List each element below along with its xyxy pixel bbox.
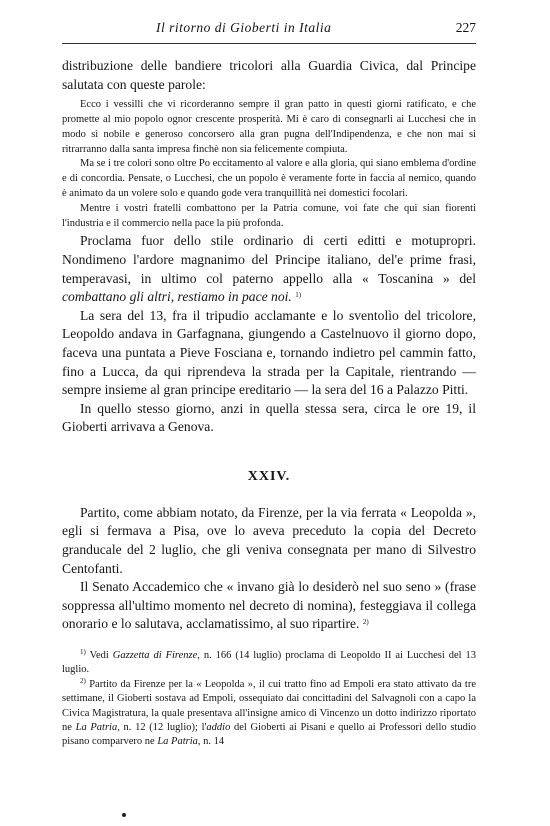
paragraph-giorno: In quello stesso giorno, anzi in quella stessa sera, circa le ore 19, il Gioberti arrivava a Genova. (62, 400, 476, 435)
footnote-2-italic-2: addio (206, 722, 231, 734)
footnotes (62, 649, 476, 750)
footnote-ref-1[interactable]: 1) (295, 291, 302, 300)
footnote-2-italic-1: La Patria (75, 722, 118, 734)
chapter-heading: XXIV. (247, 468, 291, 484)
footnote-1-italic: Gazzetta di Firenze (112, 650, 198, 662)
footnote-2-text-c: del Gioberti ai Pisani e quello ai Professori dello studio pisano comparvero ne (62, 722, 476, 748)
footnote-1-mark: 1) (80, 648, 86, 657)
footnote-2 (62, 678, 476, 750)
footnote-1-post: , n. 166 (14 luglio) proclama di Leopoldo II ai Lucchesi del 13 luglio. (62, 650, 477, 676)
paragraph-partito: Partito, come abbiam notato, da Firenze, per la via ferrata « Leopolda », egli si fermava a Pisa, ove lo aveva preceduto la copia del Decreto granducale del 2 luglio, che gli veniva consegnata per mano di Silvestro Centofanti. (62, 504, 476, 576)
footnote-1-pre: Vedi (89, 650, 113, 662)
page-number: 227 (455, 20, 476, 35)
footnote-2-text-b: , n. 12 (12 luglio); l' (117, 722, 207, 734)
footnote-2-text-a: Partito da Firenze per la « Leopolda », il cui tratto fino ad Empoli era stato attivato da tre settimane, il Gioberti sostava ad Empoli, ossequiato dai concittadini del Salvagnoli con a capo la Civica Magistratura, la quale presentava all'insigne amico di Vincenzo un dotto indirizzo riportato ne (62, 678, 477, 734)
quote-paragraph: Mentre i vostri fratelli combattono per la Patria comune, voi fate che qui sian fiorenti l'industria e il commercio nella pace la più profonda. (62, 202, 476, 229)
paragraph-distribuzione: distribuzione delle bandiere tricolori alla Guardia Civica, dal Principe salutata con queste parole: (62, 58, 476, 92)
footnote-2-text-d: , n. 14 (197, 736, 225, 748)
ink-speck (122, 813, 126, 817)
paragraph-proclama (62, 232, 476, 306)
footnote-ref-2[interactable]: 2) (362, 618, 369, 627)
paragraph-senato-text: Il Senato Accademico che « invano già lo desiderò nel suo seno » (frase soppressa all'ultimo momento nel decreto di nomina), festeggiava il collega onorario e lo salutava, acclamatissimo, al suo ripartire. (62, 579, 476, 632)
paragraph-sera: La sera del 13, fra il tripudio acclamante e lo sventolìo del tricolore, Leopoldo andava in Garfagnana, giungendo a Castelnuovo il giorno dopo, faceva una puntata a Pieve Fosciana e, tornando indietro pel cammin fatto, fino a Lucca, da qui riprendeva la strada per la Capitale, rientrando — sempre insieme al gran principe ereditario — la sera del 16 a Palazzo Pitti. (62, 307, 476, 398)
quote-paragraph: Ecco i vessilli che vi ricorderanno sempre il gran patto in questi giorni ratificato, e che promette al mio popolo ognor crescente prosperità. Mi è caro di consegnarli ai Lucchesi che in modo sì nobile e generoso concorsero alla gran pugna dell'Indipendenza, e che non mai si ritrarranno dalla santa impresa finchè non sia felicemente compiuta. (62, 99, 476, 155)
footnote-2-mark: 2) (80, 676, 86, 685)
quote-paragraph: Ma se i tre colori sono oltre Po eccitamento al valore e alla gloria, qui siano emblema d'ordine e di concordia. Pensate, o Lucchesi, che un popolo è veramente forte in faccia al nemico, quando è animato da un volere solo e quando gode vera tranquillità nei domestici focolari. (62, 158, 476, 199)
running-title: Il ritorno di Gioberti in Italia (156, 20, 332, 35)
footnote-1 (62, 649, 476, 678)
page-body (62, 57, 476, 750)
quoted-proclamation (62, 98, 476, 231)
footnote-2-italic-3: La Patria (157, 736, 198, 748)
paragraph-senato (62, 578, 476, 634)
header-rule (62, 43, 476, 44)
paragraph-proclama-italic: combattano gli altri, restiamo in pace noi. (62, 289, 292, 305)
paragraph-proclama-text: Proclama fuor dello stile ordinario di certi editti e motupropri. Nondimeno l'ardore magnanimo del Principe italiano, del'e prime frasi, temperavasi, in ultimo col paterno appello alla « Toscanina » del (62, 233, 476, 286)
page-header (60, 20, 476, 40)
